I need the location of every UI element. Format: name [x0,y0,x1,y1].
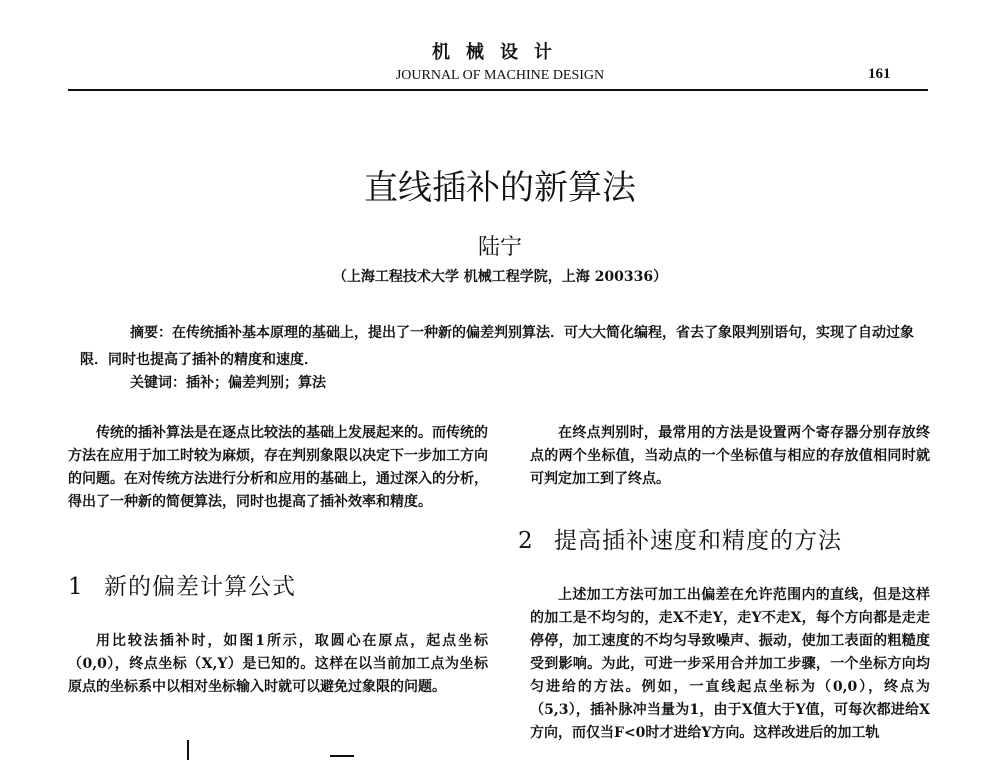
keywords: 关键词：插补；偏差判别；算法 [130,375,326,391]
intro-paragraph: 传统的插补算法是在逐点比较法的基础上发展起来的。而传统的方法在应用于加工时较为麻烦，存在判别象限以决定下一步加工方向的问题。在对传统方法进行分析和应用的基础上，通过深入的分析，得出了一种新的简便算法，同时也提高了插补效率和精度。 [68,425,488,510]
section-2-body: 上述加工方法可加工出偏差在允许范围内的直线，但是这样的加工是不均匀的，走X不走Y，走Y不走X，每个方向都是走走停停，加工速度的不均匀导致噪声、振动，使加工表面的粗糙度受到影响。为此，可进一步采用合并加工步骤，一个坐标方向均匀进给的方法。例如，一直线起点坐标为（0,0），终点为（5,3），插补脉冲当量为1，由于X值大于Y值，可每次都进给X方向，而仅当F<0时才进给Y方向。这样改进后的加工轨 [530,587,930,741]
journal-english-title: JOURNAL OF MACHINE DESIGN [395,68,605,83]
author-name: 陆宁 [477,235,522,260]
journal-chinese-title: 机械设计 [432,42,568,63]
section-2-number: 2 [518,528,534,554]
section-1-title: 新的偏差计算公式 [104,574,296,600]
section-1-heading [68,568,296,601]
figure-1-axis-mark [187,740,189,760]
page-number: 161 [868,66,891,82]
article-title: 直线插补的新算法 [364,168,636,208]
section-1-body: 用比较法插补时，如图1所示，取圆心在原点，起点坐标（0,0），终点坐标（X,Y）是已知的。这样在以当前加工点为坐标原点的坐标系中以相对坐标输入时就可以避免过象限的问题。 [68,633,488,695]
header-rule [68,89,928,91]
section-2-title: 提高插补速度和精度的方法 [554,528,842,554]
author-affiliation: （上海工程技术大学 机械工程学院，上海 200336） [332,269,668,285]
section-2-heading [518,522,842,555]
abstract: 摘要：在传统插补基本原理的基础上，提出了一种新的偏差判别算法．可大大简化编程，省去了象限判别语句，实现了自动过象限．同时也提高了插补的精度和速度． [80,325,914,368]
end-point-paragraph: 在终点判别时，最常用的方法是设置两个寄存器分别存放终点的两个坐标值，当动点的一个坐标值与相应的存放值相同时就可判定加工到了终点。 [530,425,930,487]
section-1-number: 1 [68,574,84,600]
figure-1-line-mark [330,755,354,757]
